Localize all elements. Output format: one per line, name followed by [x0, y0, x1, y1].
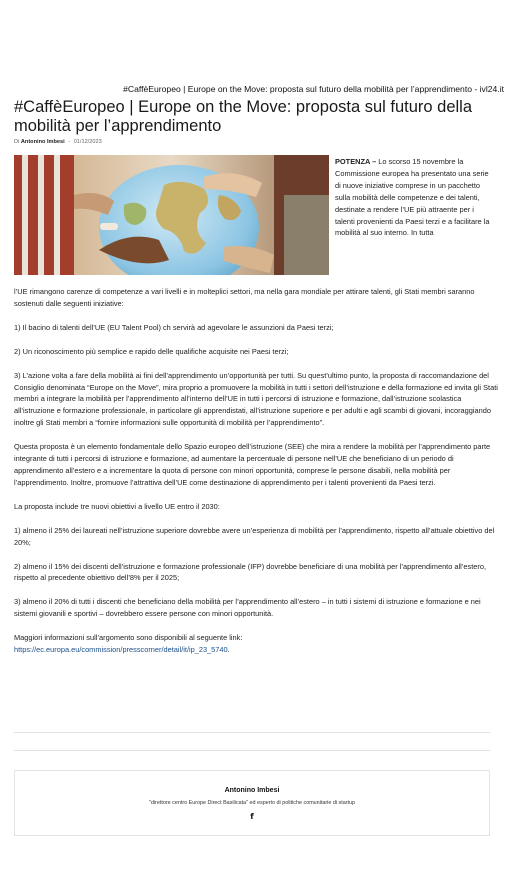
paragraph: Questa proposta è un elemento fondamentale dello Spazio europeo dell’istruzione (SEE) che mira a rendere la mobilità per l’apprendimento parte integrante di tutti i percorsi di istruzione e formazione, ad aumentare la percentuale di persone nell’UE che beneficiano di un periodo di apprendimento all’estero e a incrementare la quota di persone con minori opportunità, comprese le persone disabili, nella mobilità per l’apprendimento. Inoltre, promuove l’attrattiva dell’UE come destinazione di apprendimento per i talenti provenienti da Paesi terzi. — [14, 442, 491, 487]
more-info-paragraph — [14, 632, 500, 656]
divider — [14, 750, 490, 751]
browser-page-header: #CaffèEuropeo | Europe on the Move: proposta sul futuro della mobilità per l’apprendimento - ivl24.it — [123, 84, 504, 94]
dateline: POTENZA – — [335, 157, 377, 166]
intro-text: Lo scorso 15 novembre la Commissione europea ha presentato una serie di nuove iniziative comprese in un pacchetto sulla mobilità delle competenze e dei talenti, destinate a rendere l’UE più attraente per i talenti provenienti da Paesi terzi e a facilitare la mobilità al suo interno. In tutta — [335, 157, 490, 238]
publish-date: 01/12/2023 — [73, 139, 102, 145]
paragraph: 3) L’azione volta a fare della mobilità ai fini dell’apprendimento un’opportunità per tutti. Su quest’ultimo punto, la proposta di raccomandazione del Consiglio denominata “Europe on the Move”, mira proprio a promuovere la mobilità in tutti i settori dell’istruzione e della formazione ed invita gli Stati membri a integrare la mobilità per l’apprendimento all’interno dell’UE in tutti i percorsi di istruzione e formazione, dall’istruzione scolastica all’istruzione e formazione professionale, in particolare gli apprendistati, all’istruzione superiore e per adulti e agli scambi di giovani, incoraggiando inoltre gli Stati membri a “fornire informazioni sulle opportunità di mobilità per l’apprendimento”. — [14, 370, 498, 428]
globe-hands-photo — [14, 155, 329, 275]
paragraph: 3) almeno il 20% di tutti i discenti che beneficiano della mobilità per l’apprendimento all’estero – in tutti i sistemi di istruzione e formazione e nei sistemi giovanili e sportivi – dovrebbero essere persone con minori opportunità. — [14, 597, 481, 619]
hero-image — [14, 155, 329, 275]
author-link[interactable]: Antonino Imbesi — [20, 139, 65, 145]
article-meta — [14, 139, 102, 145]
author-description: "direttore centro Europe Direct Basilicata" ed esperto di politiche comunitarie di startup — [148, 800, 356, 806]
meta-separator: - — [68, 139, 71, 145]
article-body — [14, 286, 500, 656]
source-link[interactable]: https://ec.europa.eu/commission/presscorner/detail/it/ip_23_5740 — [14, 645, 228, 655]
article-intro — [335, 156, 495, 239]
paragraph: 1) almeno il 25% dei laureati nell’istruzione superiore dovrebbe avere un’esperienza di mobilità per l’apprendimento, rispetto all’attuale obiettivo del 20%; — [14, 525, 495, 547]
paragraph: La proposta include tre nuovi obiettivi a livello UE entro il 2030: — [14, 501, 220, 511]
paragraph: 2) Un riconoscimento più semplice e rapido delle qualifiche acquisite nei Paesi terzi; — [14, 346, 289, 356]
author-box — [14, 770, 490, 836]
facebook-icon[interactable]: f — [250, 812, 254, 821]
paragraph: l’UE rimangono carenze di competenze a vari livelli e in molteplici settori, ma nella gara mondiale per attirare talenti, gli Stati membri saranno sostenuti dalle seguenti iniziative: — [14, 287, 475, 308]
paragraph: 1) Il bacino di talenti dell’UE (EU Talent Pool) ch servirà ad agevolare le assunzioni da Paesi terzi; — [14, 322, 334, 332]
more-info-text: Maggiori informazioni sull’argomento sono disponibili al seguente link: — [14, 633, 243, 643]
paragraph: 2) almeno il 15% dei discenti dell’istruzione e formazione professionale (IFP) dovrebbe beneficiare di una mobilità per l’apprendimento all’estero, rispetto al precedente obiettivo dell’8% per il 2025; — [14, 561, 487, 583]
author-name[interactable]: Antonino Imbesi — [224, 787, 280, 794]
article-title: #CaffèEuropeo | Europe on the Move: proposta sul futuro della mobilità per l’apprendimento — [14, 98, 473, 135]
link-suffix: . — [227, 645, 230, 655]
byline-prefix: Di — [14, 139, 20, 145]
divider — [14, 732, 490, 733]
